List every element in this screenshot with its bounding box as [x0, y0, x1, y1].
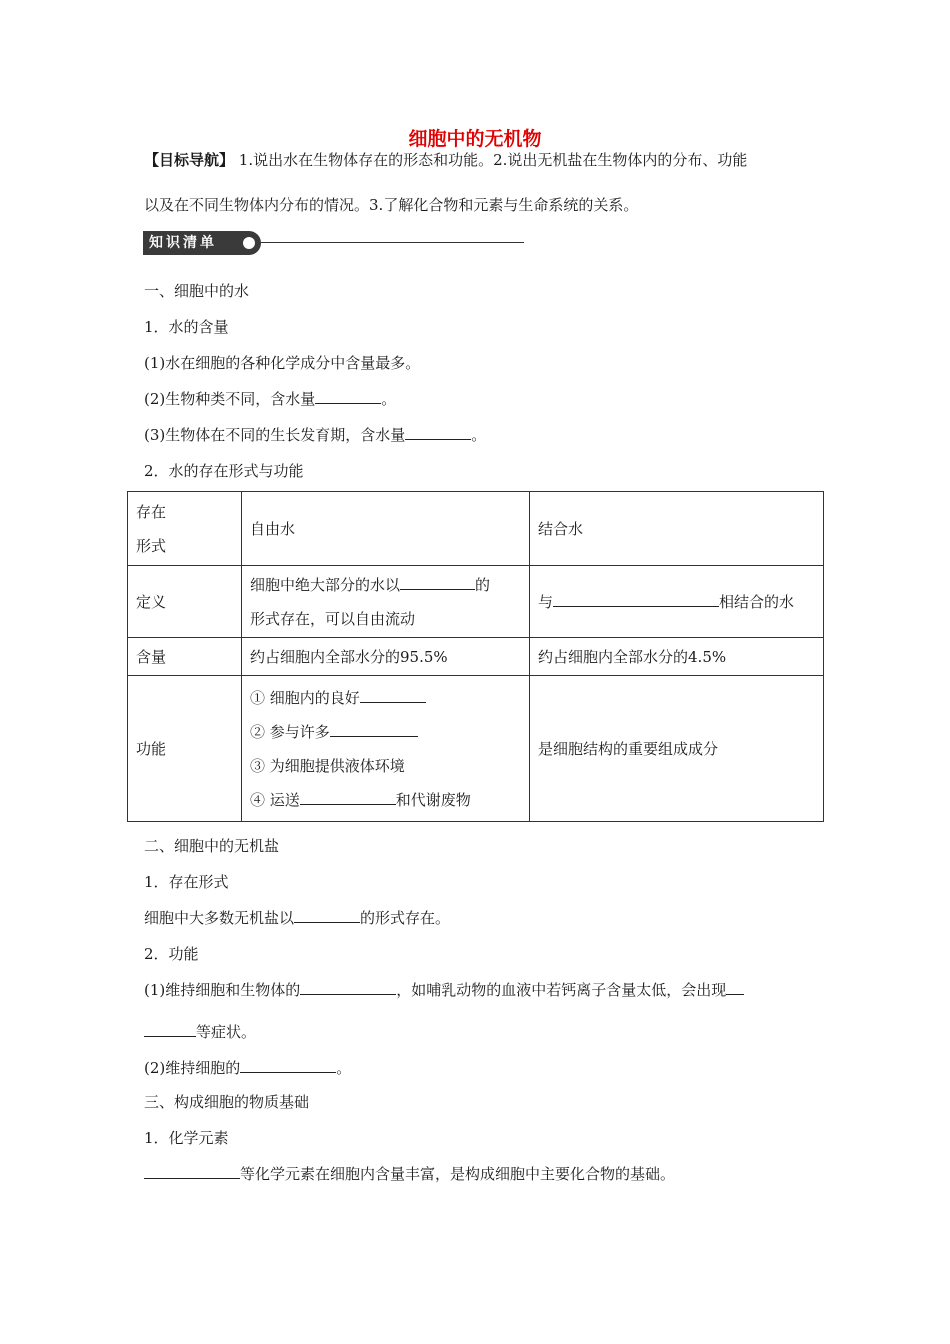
table-row-amount — [128, 638, 824, 676]
table-row-function — [128, 676, 824, 822]
free-water-def-line-1 — [250, 568, 521, 602]
func-item-4 — [250, 783, 521, 817]
fill-blank[interactable] — [300, 980, 396, 995]
badge-dot-icon — [243, 237, 255, 249]
fill-blank[interactable] — [300, 790, 396, 805]
free-water-function — [242, 676, 530, 822]
section-3-para-1 — [144, 1163, 675, 1184]
free-water-amount: 约占细胞内全部水分的95.5% — [242, 638, 530, 676]
bound-water-function: 是细胞结构的重要组成成分 — [530, 676, 824, 822]
s2-para-2-end: 等症状。 — [196, 1023, 257, 1041]
section-1-sub-1: 1．水的含量 — [144, 318, 229, 336]
s3-para-1-text: 等化学元素在细胞内含量丰富，是构成细胞中主要化合物的基础。 — [240, 1165, 676, 1183]
para-3-end: 。 — [471, 426, 487, 444]
fill-blank[interactable] — [240, 1058, 336, 1073]
s2-para-2-text: (1)维持细胞和生物体的 — [144, 981, 301, 999]
bound-def-text: 与 — [538, 592, 554, 611]
para-2-text: (2)生物种类不同，含水量 — [144, 390, 316, 408]
section-1-heading: 一、细胞中的水 — [144, 282, 250, 300]
s2-para-1-text: 细胞中大多数无机盐以 — [144, 909, 295, 927]
s2-para-2-mid: ，如哺乳动物的血液中若钙离子含量太低，会出现 — [396, 981, 727, 999]
section-1-para-3 — [144, 424, 486, 445]
header-bound-water: 结合水 — [530, 492, 824, 566]
water-table — [127, 491, 824, 822]
func-item-2-text: ② 参与许多 — [250, 722, 330, 741]
fill-blank[interactable] — [330, 722, 418, 737]
section-badge-label: 知识清单 — [149, 235, 217, 251]
section-2-para-1 — [144, 907, 450, 928]
header-free-water: 自由水 — [242, 492, 530, 566]
s2-para-3-text: (2)维持细胞的 — [144, 1059, 241, 1077]
section-1-sub-2: 2．水的存在形式与功能 — [144, 462, 304, 480]
bound-water-definition — [530, 566, 824, 638]
fill-blank[interactable] — [553, 592, 719, 607]
section-badge — [143, 231, 261, 255]
header-form-line-1: 存在 — [136, 502, 167, 521]
free-water-def-line-2: 形式存在，可以自由流动 — [250, 609, 416, 628]
goal-tag: 【目标导航】 — [144, 151, 235, 169]
fill-blank[interactable] — [400, 575, 475, 590]
row-label-amount: 含量 — [128, 638, 242, 676]
header-form-line-2: 形式 — [136, 536, 167, 555]
func-item-2 — [250, 715, 521, 749]
fill-blank[interactable] — [726, 980, 744, 995]
func-item-3: ③ 为细胞提供液体环境 — [250, 756, 405, 775]
section-2-para-2 — [144, 979, 744, 1000]
free-water-definition — [242, 566, 530, 638]
section-1-para-2 — [144, 388, 396, 409]
row-label-function: 功能 — [128, 676, 242, 822]
s2-para-3-end: 。 — [336, 1059, 352, 1077]
bound-def-end: 相结合的水 — [719, 592, 795, 611]
table-row-definition — [128, 566, 824, 638]
goal-text-2: 以及在不同生物体内分布的情况。3.了解化合物和元素与生命系统的关系。 — [144, 196, 639, 214]
para-2-end: 。 — [381, 390, 397, 408]
func-item-4-end: 和代谢废物 — [395, 790, 471, 809]
fill-blank[interactable] — [144, 1022, 196, 1037]
section-2-para-3 — [144, 1057, 351, 1078]
fill-blank[interactable] — [405, 425, 471, 440]
func-item-4-text: ④ 运送 — [250, 790, 300, 809]
goal-line-1 — [144, 149, 834, 170]
section-2-heading: 二、细胞中的无机盐 — [144, 837, 280, 855]
section-3-sub-1: 1．化学元素 — [144, 1129, 229, 1147]
table-header-row — [128, 492, 824, 566]
fill-blank[interactable] — [315, 389, 381, 404]
fill-blank[interactable] — [144, 1164, 240, 1179]
page-title: 细胞中的无机物 — [408, 128, 542, 150]
header-form-cell — [128, 492, 242, 566]
section-2-sub-2: 2．功能 — [144, 945, 199, 963]
para-3-text: (3)生物体在不同的生长发育期，含水量 — [144, 426, 406, 444]
row-label-definition: 定义 — [128, 566, 242, 638]
def-text: 细胞中绝大部分的水以 — [250, 575, 401, 594]
section-1-para-1: (1)水在细胞的各种化学成分中含量最多。 — [144, 354, 421, 372]
func-item-1-text: ① 细胞内的良好 — [250, 688, 360, 707]
bound-water-amount: 约占细胞内全部水分的4.5% — [530, 638, 824, 676]
section-3-heading: 三、构成细胞的物质基础 — [144, 1093, 310, 1111]
fill-blank[interactable] — [360, 688, 426, 703]
def-text-end: 的 — [475, 575, 491, 594]
section-2-sub-1: 1．存在形式 — [144, 873, 229, 891]
section-2-para-2-cont — [144, 1021, 256, 1042]
s2-para-1-end: 的形式存在。 — [360, 909, 451, 927]
fill-blank[interactable] — [294, 908, 360, 923]
section-divider — [261, 242, 524, 243]
func-item-1 — [250, 681, 521, 715]
goal-text-1: 1.说出水在生物体存在的形态和功能。2.说出无机盐在生物体内的分布、功能 — [238, 151, 748, 169]
